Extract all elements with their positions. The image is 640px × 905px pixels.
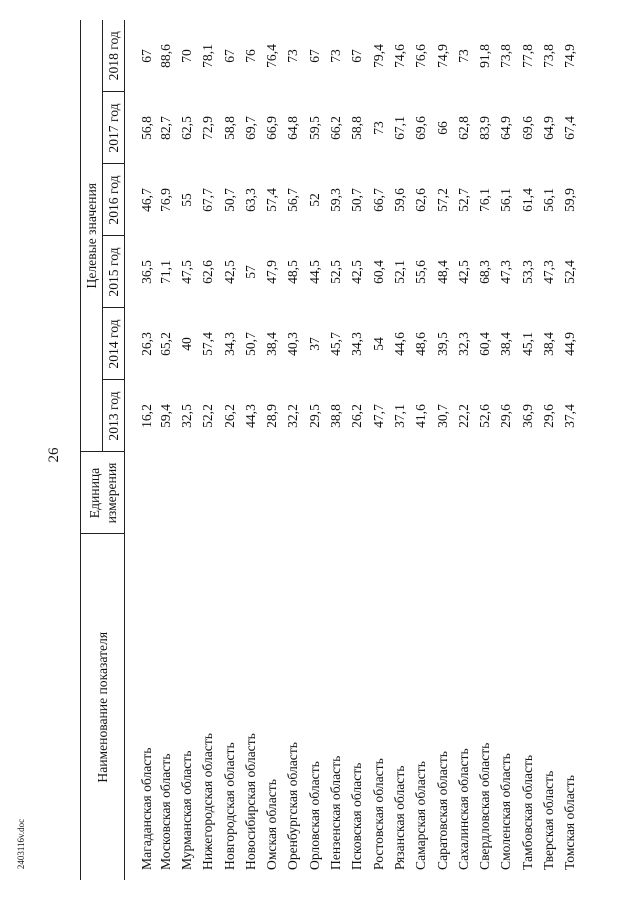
table-row <box>453 20 474 880</box>
target-values-table <box>80 20 581 880</box>
value-cell: 59,5 <box>306 116 322 140</box>
region-name: Оренбургская область <box>285 742 301 870</box>
region-name: Рязанская область <box>391 765 407 870</box>
value-cell: 52 <box>306 193 322 207</box>
value-cell: 74,6 <box>391 44 407 68</box>
value-cell: 74,9 <box>562 44 578 68</box>
region-name: Саратовская область <box>434 751 450 870</box>
value-cell: 67 <box>349 49 365 63</box>
value-cell: 29,6 <box>540 404 556 428</box>
unit-cell <box>411 452 432 534</box>
unit-cell <box>368 452 389 534</box>
value-cell: 59,9 <box>562 188 578 212</box>
value-cell: 56,8 <box>139 116 154 140</box>
value-cell: 38,4 <box>498 332 514 356</box>
table-row <box>261 20 282 880</box>
value-cell: 64,8 <box>285 116 301 140</box>
value-cell: 65,2 <box>157 332 173 356</box>
value-cell: 71,1 <box>157 260 173 284</box>
value-cell: 48,4 <box>434 260 450 284</box>
unit-cell <box>219 452 240 534</box>
value-cell: 62,6 <box>413 188 429 212</box>
value-cell: 59,6 <box>391 188 407 212</box>
unit-cell <box>325 452 346 534</box>
region-name: Магаданская область <box>139 747 154 870</box>
unit-cell <box>283 452 304 534</box>
value-cell: 66,9 <box>264 116 280 140</box>
value-cell: 47,5 <box>178 260 194 284</box>
unit-cell <box>240 452 261 534</box>
value-cell: 69,6 <box>413 116 429 140</box>
table-row <box>198 20 219 880</box>
value-cell: 56,1 <box>540 188 556 212</box>
value-cell: 48,6 <box>413 332 429 356</box>
value-cell: 26,2 <box>349 404 365 428</box>
region-name: Смоленская область <box>498 753 514 870</box>
unit-cell <box>347 452 368 534</box>
table-row <box>368 20 389 880</box>
value-cell: 56,1 <box>498 188 514 212</box>
value-cell: 58,8 <box>349 116 365 140</box>
header-year: 2016 год <box>103 164 125 236</box>
value-cell: 56,7 <box>285 188 301 212</box>
value-cell: 52,4 <box>562 260 578 284</box>
value-cell: 52,2 <box>200 404 216 428</box>
value-cell: 62,5 <box>178 116 194 140</box>
value-cell: 58,8 <box>221 116 237 140</box>
region-name: Московская область <box>157 753 173 870</box>
value-cell: 66,7 <box>370 188 386 212</box>
value-cell: 44,3 <box>242 404 258 428</box>
value-cell: 59,3 <box>328 188 344 212</box>
value-cell: 37 <box>306 337 322 351</box>
value-cell: 44,9 <box>562 332 578 356</box>
table-row <box>517 20 538 880</box>
value-cell: 52,5 <box>328 260 344 284</box>
header-unit: Единица измерения <box>81 452 125 534</box>
unit-cell <box>432 452 453 534</box>
value-cell: 52,6 <box>477 404 493 428</box>
unit-cell <box>474 452 495 534</box>
value-cell: 52,7 <box>455 188 471 212</box>
region-name: Сахалинская область <box>455 748 471 870</box>
value-cell: 37,4 <box>562 404 578 428</box>
value-cell: 50,7 <box>349 188 365 212</box>
value-cell: 40,3 <box>285 332 301 356</box>
unit-cell <box>453 452 474 534</box>
value-cell: 76,1 <box>477 188 493 212</box>
unit-cell <box>125 452 156 534</box>
table-row <box>432 20 453 880</box>
value-cell: 38,4 <box>264 332 280 356</box>
region-name: Самарская область <box>413 761 429 870</box>
value-cell: 72,9 <box>200 116 216 140</box>
unit-cell <box>517 452 538 534</box>
table-row <box>283 20 304 880</box>
value-cell: 45,7 <box>328 332 344 356</box>
value-cell: 70 <box>178 49 194 63</box>
value-cell: 76,6 <box>413 44 429 68</box>
value-cell: 57,4 <box>264 188 280 212</box>
value-cell: 73,8 <box>540 44 556 68</box>
value-cell: 67,4 <box>562 116 578 140</box>
value-cell: 77,8 <box>519 44 535 68</box>
table-row <box>496 20 517 880</box>
unit-cell <box>560 452 581 534</box>
value-cell: 73,8 <box>498 44 514 68</box>
table-row <box>389 20 410 880</box>
value-cell: 88,6 <box>157 44 173 68</box>
value-cell: 67,7 <box>200 188 216 212</box>
value-cell: 73 <box>328 49 344 63</box>
value-cell: 73 <box>370 121 386 135</box>
table-row <box>347 20 368 880</box>
unit-cell <box>176 452 197 534</box>
value-cell: 48,5 <box>285 260 301 284</box>
region-name: Тверская область <box>540 770 556 870</box>
value-cell: 22,2 <box>455 404 471 428</box>
value-cell: 44,5 <box>306 260 322 284</box>
table-row <box>325 20 346 880</box>
unit-cell <box>304 452 325 534</box>
table-row <box>125 20 156 880</box>
value-cell: 34,3 <box>221 332 237 356</box>
region-name: Новосибирская область <box>242 733 258 870</box>
value-cell: 29,5 <box>306 404 322 428</box>
table-row <box>560 20 581 880</box>
value-cell: 63,3 <box>242 188 258 212</box>
value-cell: 64,9 <box>540 116 556 140</box>
value-cell: 60,4 <box>370 260 386 284</box>
value-cell: 26,3 <box>139 332 154 356</box>
value-cell: 34,3 <box>349 332 365 356</box>
region-name: Псковская область <box>349 762 365 870</box>
header-indicator: Наименование показателя <box>81 534 125 880</box>
value-cell: 52,1 <box>391 260 407 284</box>
value-cell: 76,9 <box>157 188 173 212</box>
value-cell: 66,2 <box>328 116 344 140</box>
value-cell: 26,2 <box>221 404 237 428</box>
value-cell: 30,7 <box>434 404 450 428</box>
value-cell: 73 <box>455 49 471 63</box>
value-cell: 42,5 <box>349 260 365 284</box>
table-row <box>219 20 240 880</box>
value-cell: 28,9 <box>264 404 280 428</box>
table-row <box>411 20 432 880</box>
value-cell: 83,9 <box>477 116 493 140</box>
value-cell: 67,1 <box>391 116 407 140</box>
table-row <box>304 20 325 880</box>
value-cell: 57,2 <box>434 188 450 212</box>
unit-cell <box>261 452 282 534</box>
value-cell: 64,9 <box>498 116 514 140</box>
header-year: 2017 год <box>103 92 125 164</box>
value-cell: 40 <box>178 337 194 351</box>
region-name: Омская область <box>264 779 280 870</box>
value-cell: 91,8 <box>477 44 493 68</box>
region-name: Томская область <box>562 775 578 870</box>
value-cell: 66 <box>434 121 450 135</box>
value-cell: 55 <box>178 193 194 207</box>
value-cell: 67 <box>221 49 237 63</box>
value-cell: 53,3 <box>519 260 535 284</box>
value-cell: 29,6 <box>498 404 514 428</box>
value-cell: 32,3 <box>455 332 471 356</box>
unit-cell <box>538 452 559 534</box>
unit-cell <box>496 452 517 534</box>
unit-cell <box>155 452 176 534</box>
value-cell: 82,7 <box>157 116 173 140</box>
value-cell: 47,3 <box>498 260 514 284</box>
unit-cell <box>198 452 219 534</box>
value-cell: 46,7 <box>139 188 154 212</box>
value-cell: 47,7 <box>370 404 386 428</box>
value-cell: 69,6 <box>519 116 535 140</box>
table-row <box>474 20 495 880</box>
value-cell: 32,2 <box>285 404 301 428</box>
value-cell: 42,5 <box>455 260 471 284</box>
footer-filename: 2403116v.doc <box>16 818 26 870</box>
value-cell: 74,9 <box>434 44 450 68</box>
value-cell: 79,4 <box>370 44 386 68</box>
value-cell: 60,4 <box>477 332 493 356</box>
header-target-values: Целевые значения <box>81 20 103 452</box>
value-cell: 44,6 <box>391 332 407 356</box>
value-cell: 59,4 <box>157 404 173 428</box>
value-cell: 67 <box>139 49 154 63</box>
value-cell: 62,6 <box>200 260 216 284</box>
region-name: Пензенская область <box>328 755 344 870</box>
table-row <box>538 20 559 880</box>
value-cell: 42,5 <box>221 260 237 284</box>
region-name: Мурманская область <box>178 750 194 870</box>
value-cell: 36,5 <box>139 260 154 284</box>
header-year: 2013 год <box>103 380 125 452</box>
value-cell: 37,1 <box>391 404 407 428</box>
value-cell: 45,1 <box>519 332 535 356</box>
value-cell: 32,5 <box>178 404 194 428</box>
table-row <box>155 20 176 880</box>
value-cell: 39,5 <box>434 332 450 356</box>
rotated-table-container <box>80 20 620 880</box>
value-cell: 38,8 <box>328 404 344 428</box>
table-row <box>240 20 261 880</box>
page-number: 26 <box>46 447 62 463</box>
region-name: Нижегородская область <box>200 733 216 870</box>
value-cell: 57 <box>242 265 258 279</box>
table-body <box>125 20 581 880</box>
region-name: Свердловская область <box>477 742 493 870</box>
value-cell: 61,4 <box>519 188 535 212</box>
value-cell: 57,4 <box>200 332 216 356</box>
region-name: Орловская область <box>306 761 322 870</box>
value-cell: 47,3 <box>540 260 556 284</box>
value-cell: 62,8 <box>455 116 471 140</box>
value-cell: 55,6 <box>413 260 429 284</box>
header-year: 2014 год <box>103 308 125 380</box>
value-cell: 67 <box>306 49 322 63</box>
value-cell: 69,7 <box>242 116 258 140</box>
unit-cell <box>389 452 410 534</box>
value-cell: 76,4 <box>264 44 280 68</box>
value-cell: 68,3 <box>477 260 493 284</box>
value-cell: 50,7 <box>242 332 258 356</box>
table-row <box>176 20 197 880</box>
region-name: Новгородская область <box>221 742 237 870</box>
value-cell: 73 <box>285 49 301 63</box>
value-cell: 54 <box>370 337 386 351</box>
value-cell: 78,1 <box>200 44 216 68</box>
region-name: Тамбовская область <box>519 754 535 870</box>
value-cell: 38,4 <box>540 332 556 356</box>
header-year: 2018 год <box>103 20 125 92</box>
value-cell: 47,9 <box>264 260 280 284</box>
value-cell: 50,7 <box>221 188 237 212</box>
value-cell: 76 <box>242 49 258 63</box>
header-year: 2015 год <box>103 236 125 308</box>
value-cell: 36,9 <box>519 404 535 428</box>
region-name: Ростовская область <box>370 758 386 870</box>
value-cell: 41,6 <box>413 404 429 428</box>
value-cell: 16,2 <box>139 404 154 428</box>
